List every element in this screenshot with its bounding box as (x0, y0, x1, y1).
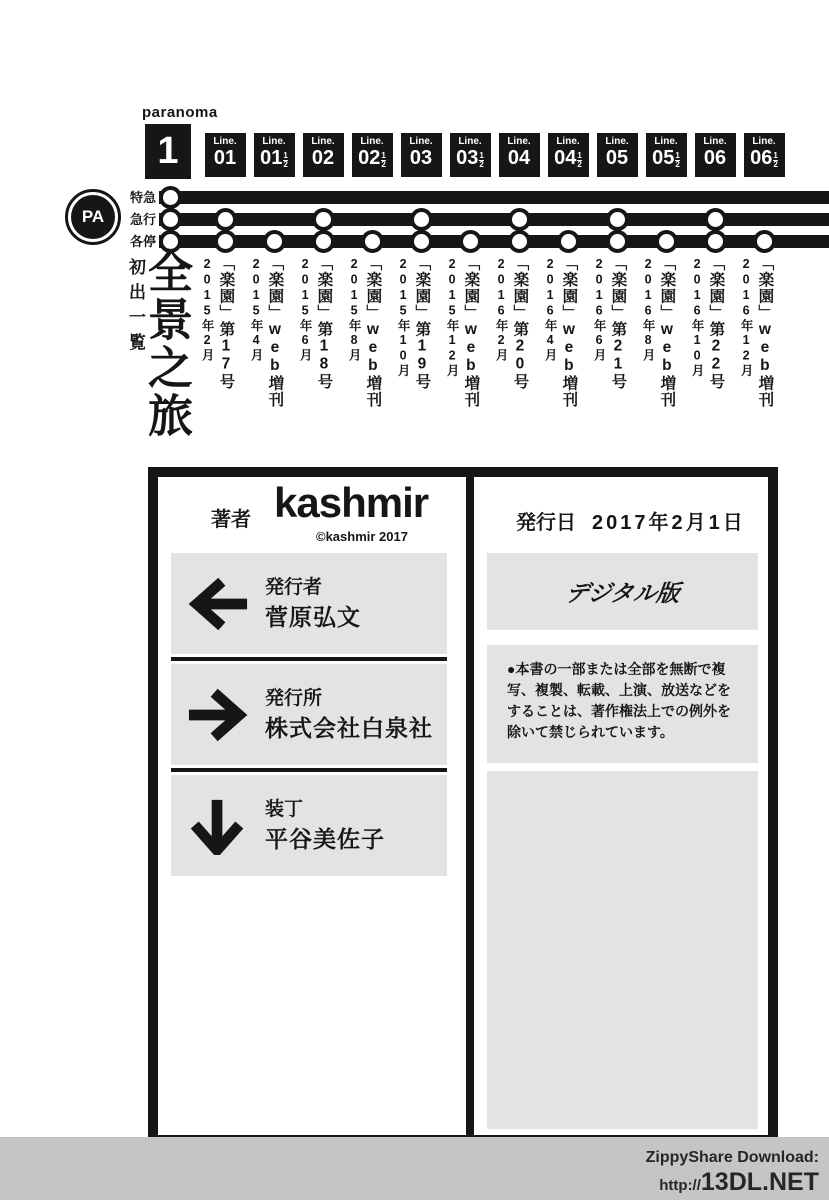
line-word: Line. (213, 136, 237, 147)
line-number: 01 $\frac{1}{2}$ (260, 147, 288, 169)
station-dot (655, 230, 678, 253)
line-word: Line. (458, 136, 482, 147)
credit-text (265, 689, 433, 740)
line-number: 05 $\frac{1}{2}$ (652, 147, 680, 169)
station-dot (410, 230, 433, 253)
pub-date: 2015年12月 (445, 257, 460, 378)
credit-separator (171, 768, 447, 772)
pub-date: 2016年2月 (494, 257, 509, 363)
station-dot (508, 230, 531, 253)
station-dot (508, 208, 531, 231)
station-dot (459, 230, 482, 253)
pub-column (494, 255, 527, 390)
station-dot (704, 208, 727, 231)
pub-column (690, 255, 723, 390)
pub-date: 2016年10月 (690, 257, 705, 378)
edition-panel (487, 553, 758, 630)
pub-source: 「楽園」web増刊 (658, 255, 676, 408)
footer-download-label: ZippyShare Download: (645, 1149, 819, 1166)
issue-date-row (516, 506, 746, 535)
credit-text (265, 800, 385, 851)
pub-source: 「楽園」第18号 (315, 255, 333, 390)
pub-source: 「楽園」第19号 (413, 255, 431, 390)
line-word: Line. (409, 136, 433, 147)
line-number: 02 $\frac{1}{2}$ (358, 147, 386, 169)
arrow-left-icon (187, 575, 249, 633)
pa-line-logo (65, 189, 121, 245)
copyright-note: ©kashmir 2017 (316, 529, 408, 544)
credit-role: 装丁 (265, 799, 304, 820)
pub-column (249, 255, 282, 408)
line-number: 03 (409, 147, 433, 169)
pub-column (298, 255, 331, 390)
line-badge-05 (597, 133, 638, 177)
line-number: 02 (311, 147, 335, 169)
credit-name: 菅原弘文 (265, 604, 361, 630)
station-dot (410, 208, 433, 231)
line-number: 06 $\frac{1}{2}$ (750, 147, 778, 169)
issue-date-label: 発行日 (516, 512, 576, 534)
line-badge-01 (205, 133, 246, 177)
station-dot (159, 208, 182, 231)
pub-date: 2015年6月 (298, 257, 313, 363)
line-word: Line. (752, 136, 776, 147)
station-dot (704, 230, 727, 253)
half-fraction: $\frac{1}{2}$ (675, 151, 680, 169)
station-dot (263, 230, 286, 253)
transit-line-bar (159, 235, 829, 248)
author-name: kashmir (274, 479, 429, 526)
pub-source: 「楽園」web増刊 (462, 255, 480, 408)
footer-bar (0, 1137, 829, 1200)
station-dot (557, 230, 580, 253)
line-badge-01-half (254, 133, 295, 177)
pub-column (592, 255, 625, 390)
line-badge-05-half (646, 133, 687, 177)
pub-source: 「楽園」web増刊 (756, 255, 774, 408)
credit-name: 株式会社白泉社 (265, 715, 433, 741)
pub-column (543, 255, 576, 408)
brand-label: paranoma (142, 104, 218, 121)
pub-column (396, 255, 429, 390)
series-title-calligraphy: 全景之旅 (140, 248, 193, 440)
pub-date: 2016年8月 (641, 257, 656, 363)
edition-label: デジタル版 (564, 580, 681, 606)
pub-date: 2015年4月 (249, 257, 264, 363)
line-word: Line. (360, 136, 384, 147)
blank-panel (487, 771, 758, 1129)
pub-source: 「楽園」第22号 (707, 255, 725, 390)
line-number: 01 (213, 147, 237, 169)
credit-role: 発行所 (265, 688, 323, 709)
pub-column (200, 255, 233, 390)
half-fraction: $\frac{1}{2}$ (479, 151, 484, 169)
line-badge-04 (499, 133, 540, 177)
credit-role: 発行者 (265, 577, 323, 598)
half-fraction: $\frac{1}{2}$ (381, 151, 386, 169)
pub-date: 2015年2月 (200, 257, 215, 363)
pub-column (445, 255, 478, 408)
pub-date: 2016年4月 (543, 257, 558, 363)
arrow-right-icon (187, 686, 249, 744)
pub-date: 2016年6月 (592, 257, 607, 363)
line-word: Line. (556, 136, 580, 147)
credit-separator (171, 657, 447, 661)
line-word: Line. (703, 136, 727, 147)
transit-line-bar (159, 191, 829, 204)
credit-panel (171, 775, 447, 876)
footer-url-site: 13DL.NET (700, 1168, 819, 1197)
station-dot (312, 230, 335, 253)
pub-column (641, 255, 674, 408)
volume-badge: 1 (145, 124, 191, 179)
station-dot (214, 230, 237, 253)
credit-list (171, 553, 447, 876)
line-word: Line. (507, 136, 531, 147)
line-badge-03 (401, 133, 442, 177)
station-dot (753, 230, 776, 253)
transit-row-label: 急行 (129, 212, 156, 227)
credit-name: 平谷美佐子 (265, 826, 385, 852)
pub-source: 「楽園」web増刊 (364, 255, 382, 408)
transit-line-bar (159, 213, 829, 226)
pub-date: 2015年8月 (347, 257, 362, 363)
pa-logo-text: PA (71, 195, 115, 239)
line-word: Line. (311, 136, 335, 147)
line-badge-02-half (352, 133, 393, 177)
station-dot (214, 208, 237, 231)
arrow-down-icon (187, 797, 249, 855)
pub-date: 2016年12月 (739, 257, 754, 378)
line-number: 04 (507, 147, 531, 169)
credit-panel (171, 553, 447, 654)
pub-source: 「楽園」web増刊 (560, 255, 578, 408)
footer-url-prefix: http:// (659, 1177, 701, 1195)
line-badge-06-half (744, 133, 785, 177)
line-number: 04 $\frac{1}{2}$ (554, 147, 582, 169)
pub-source: 「楽園」第20号 (511, 255, 529, 390)
line-badge-02 (303, 133, 344, 177)
half-fraction: $\frac{1}{2}$ (773, 151, 778, 169)
pub-source: 「楽園」第21号 (609, 255, 627, 390)
author-label: 著者 (211, 509, 251, 531)
colophon-column-divider (466, 467, 474, 1137)
line-badge-06 (695, 133, 736, 177)
transit-row-label: 特急 (129, 190, 156, 205)
pub-column (347, 255, 380, 408)
pub-column (739, 255, 772, 408)
pub-list-heading: 初出一覧 (126, 258, 145, 358)
right-panel-stack (487, 553, 758, 1129)
station-dot (606, 230, 629, 253)
line-word: Line. (605, 136, 629, 147)
station-dot (312, 208, 335, 231)
pub-source: 「楽園」第17号 (217, 255, 235, 390)
line-word: Line. (262, 136, 286, 147)
credit-panel (171, 664, 447, 765)
pub-date: 2015年10月 (396, 257, 411, 378)
pub-source: 「楽園」web増刊 (266, 255, 284, 408)
half-fraction: $\frac{1}{2}$ (577, 151, 582, 169)
station-dot (606, 208, 629, 231)
line-badge-04-half (548, 133, 589, 177)
line-word: Line. (654, 136, 678, 147)
credit-text (265, 578, 361, 629)
half-fraction: $\frac{1}{2}$ (283, 151, 288, 169)
station-dot (361, 230, 384, 253)
issue-date-value: 2017年2月1日 (592, 512, 746, 534)
transit-row-label: 各停 (129, 234, 156, 249)
line-badge-03-half (450, 133, 491, 177)
footer-url[interactable] (0, 1167, 819, 1197)
line-number: 03 $\frac{1}{2}$ (456, 147, 484, 169)
station-dot (159, 186, 182, 209)
line-number: 06 (703, 147, 727, 169)
line-number: 05 (605, 147, 629, 169)
copyright-notice-panel: ●本書の一部または全部を無断で複写、複製、転載、上演、放送などをすることは、著作権法上での例外を除いて禁じられています。 (487, 645, 758, 763)
